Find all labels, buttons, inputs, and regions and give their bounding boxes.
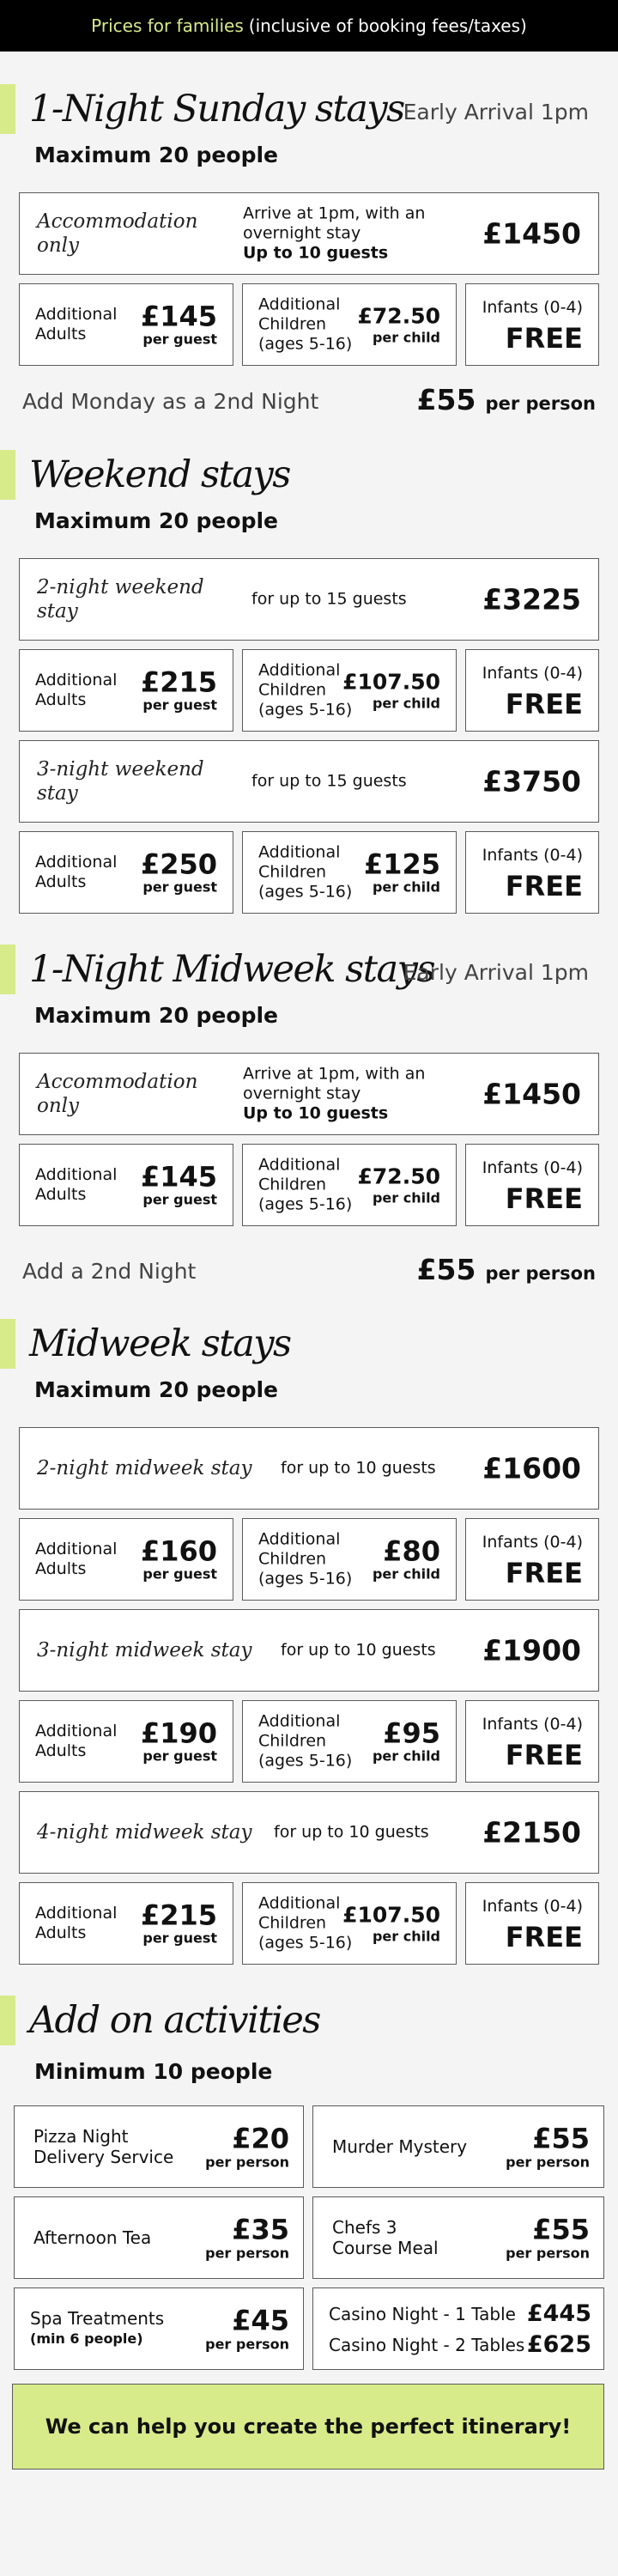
activity-unit: per person [506, 2154, 590, 2171]
stay-name: Accommodation only [37, 210, 198, 257]
infants-label: Infants (0-4) [482, 1897, 583, 1916]
stay-name: 3-night weekend stay [37, 758, 204, 805]
adults-unit: per guest [142, 1747, 217, 1765]
children-unit: per child [372, 329, 440, 346]
stay-price: £3225 [482, 582, 581, 617]
infants-box [465, 1882, 599, 1965]
adults-label: Additional Adults [35, 1540, 118, 1578]
adults-price-block [141, 1901, 217, 1947]
max-people: Maximum 20 people [34, 143, 278, 167]
activity-label: Chefs 3 Course Meal [332, 2217, 439, 2258]
stay-guest-limit: Up to 10 guests [243, 243, 389, 263]
activity-price-block [506, 2123, 590, 2171]
stay-price: £1900 [482, 1633, 581, 1668]
children-price-block [364, 850, 440, 896]
stay-name: 2-night weekend stay [37, 576, 204, 623]
adults-label: Additional Adults [35, 1904, 118, 1942]
section-accent [0, 945, 15, 994]
additional-adults-box [19, 649, 233, 732]
adults-label: Additional Adults [35, 1165, 118, 1204]
stay-description [243, 204, 449, 264]
infants-price: FREE [505, 322, 583, 355]
children-price-block [358, 304, 440, 346]
section-title: Add on activities [29, 1999, 320, 2042]
casino-2-price: £625 [526, 2331, 591, 2358]
top-banner [0, 0, 618, 52]
activity-spa [14, 2287, 304, 2370]
additional-children-box [242, 1700, 457, 1783]
weekend-section-header [0, 450, 618, 500]
additional-adults-box [19, 831, 233, 914]
activity-label: Afternoon Tea [33, 2227, 152, 2248]
extra-night-unit: per person [485, 1263, 596, 1284]
adults-price: £250 [140, 848, 217, 881]
stay-name: 3-night midweek stay [37, 1639, 252, 1662]
activity-price-block [205, 2215, 289, 2262]
extra-night-label: Add a 2nd Night [22, 1259, 197, 1284]
activity-price-block [205, 2306, 289, 2353]
adults-unit: per guest [142, 1191, 217, 1208]
adults-price-block [141, 850, 217, 896]
activity-price: £20 [232, 2122, 289, 2155]
adults-price-block [140, 665, 217, 714]
adults-price: £215 [140, 1899, 217, 1932]
children-price: £125 [363, 848, 440, 881]
activity-price-block [506, 2215, 590, 2262]
casino-2-tables-row [329, 2331, 591, 2358]
section-accent [0, 450, 15, 500]
weekend-3-night-box [19, 740, 599, 823]
activity-afternoon-tea [14, 2196, 304, 2279]
children-unit: per child [372, 1928, 440, 1945]
children-unit: per child [372, 1189, 440, 1206]
midweek-section-header [0, 1319, 618, 1369]
activity-chefs-meal [312, 2196, 604, 2279]
stay-price: £2150 [482, 1815, 581, 1850]
adults-price-block [140, 1716, 217, 1765]
stay-name: 2-night midweek stay [37, 1457, 252, 1479]
extra-night-unit: per person [485, 393, 596, 414]
adults-unit: per guest [142, 878, 217, 896]
activity-unit: per person [205, 2245, 289, 2262]
adults-label: Additional Adults [35, 1722, 118, 1760]
section-subtitle: Early Arrival 1pm [403, 960, 589, 985]
extra-night-price-block [417, 1253, 596, 1286]
infants-price: FREE [505, 688, 583, 720]
activity-label: Murder Mystery [332, 2136, 468, 2157]
min-people: Minimum 10 people [34, 2059, 273, 2084]
activity-label-block [30, 2308, 164, 2349]
adults-price: £215 [140, 665, 217, 699]
stay-description: for up to 10 guests [281, 1640, 436, 1660]
adults-price: £145 [140, 300, 217, 333]
activity-unit: per person [205, 2154, 289, 2171]
activity-unit: per person [205, 2336, 289, 2353]
children-label: Additional Children (ages 5-16) [258, 1711, 353, 1771]
stay-description: for up to 15 guests [251, 771, 407, 791]
children-price: £80 [383, 1534, 440, 1568]
max-people: Maximum 20 people [34, 1377, 278, 1402]
children-unit: per child [372, 695, 440, 712]
adults-unit: per guest [142, 1565, 217, 1583]
extra-night-price: £55 [416, 1253, 476, 1286]
children-price: £107.50 [342, 669, 440, 695]
activity-price: £35 [232, 2213, 289, 2246]
adults-price: £160 [140, 1534, 217, 1568]
sunday-section-header [0, 84, 618, 134]
casino-1-table-row [329, 2300, 591, 2327]
children-price-block [372, 1716, 440, 1765]
children-unit: per child [372, 1565, 440, 1583]
banner-note: (inclusive of booking fees/taxes) [248, 15, 527, 36]
additional-children-box [242, 649, 457, 732]
stay-guest-limit: Up to 10 guests [243, 1103, 389, 1123]
midweek-1-night-section-header [0, 945, 618, 994]
infants-box [465, 1518, 599, 1601]
infants-price: FREE [505, 1921, 583, 1953]
midweek-2-night-box [19, 1427, 599, 1510]
extra-night-label: Add Monday as a 2nd Night [22, 389, 319, 414]
infants-box [465, 1144, 599, 1226]
activities-section-header [0, 1996, 618, 2045]
children-label: Additional Children (ages 5-16) [258, 295, 353, 354]
additional-children-box [242, 831, 457, 914]
stay-price: £1450 [482, 216, 581, 251]
children-price-block [342, 670, 440, 712]
infants-price: FREE [505, 870, 583, 902]
section-title: 1-Night Sunday stays [29, 88, 404, 131]
children-label: Additional Children (ages 5-16) [258, 1155, 353, 1214]
children-label: Additional Children (ages 5-16) [258, 1529, 353, 1589]
stay-description: for up to 15 guests [251, 589, 407, 609]
activity-murder-mystery [312, 2105, 604, 2188]
infants-box [465, 649, 599, 732]
additional-children-box [242, 1882, 457, 1965]
section-title: Weekend stays [29, 453, 290, 496]
additional-adults-box [19, 1518, 233, 1601]
max-people: Maximum 20 people [34, 508, 278, 533]
infants-box [465, 1700, 599, 1783]
infants-label: Infants (0-4) [482, 298, 583, 317]
infants-price: FREE [505, 1182, 583, 1215]
stay-price: £3750 [482, 764, 581, 799]
extra-night-price: £55 [416, 383, 476, 416]
additional-adults-box [19, 1882, 233, 1965]
children-label: Additional Children (ages 5-16) [258, 842, 353, 902]
children-price-block [372, 1534, 440, 1583]
casino-1-price: £445 [526, 2300, 591, 2327]
infants-price: FREE [505, 1739, 583, 1771]
additional-children-box [242, 283, 457, 366]
children-price: £72.50 [357, 1163, 440, 1189]
banner-highlight: Prices for families [91, 15, 244, 36]
infants-price: FREE [505, 1557, 583, 1589]
stay-description: for up to 10 guests [274, 1822, 429, 1842]
children-label: Additional Children (ages 5-16) [258, 660, 353, 720]
children-label: Additional Children (ages 5-16) [258, 1893, 353, 1953]
activity-label: Pizza Night Delivery Service [33, 2126, 174, 2167]
activity-price: £45 [232, 2304, 289, 2337]
stay-description [243, 1065, 449, 1124]
stay-name: 4-night midweek stay [37, 1821, 252, 1844]
adults-price: £145 [140, 1160, 217, 1194]
adults-label: Additional Adults [35, 671, 118, 709]
section-accent [0, 84, 15, 134]
midweek-4-night-box [19, 1791, 599, 1874]
activity-casino [312, 2287, 604, 2370]
activity-label: Spa Treatments [30, 2308, 165, 2329]
section-accent [0, 1319, 15, 1369]
children-price: £95 [383, 1716, 440, 1750]
adults-price-block [141, 302, 217, 348]
stay-description: for up to 10 guests [281, 1458, 436, 1478]
adults-unit: per guest [142, 696, 217, 714]
stay-name: Accommodation only [37, 1071, 198, 1117]
infants-label: Infants (0-4) [482, 664, 583, 683]
infants-box [465, 831, 599, 914]
activity-unit: per person [506, 2245, 590, 2262]
section-accent [0, 1996, 15, 2045]
adults-label: Additional Adults [35, 305, 118, 343]
additional-adults-box [19, 1700, 233, 1783]
children-price: £72.50 [357, 303, 440, 329]
section-title: Midweek stays [29, 1322, 291, 1365]
infants-label: Infants (0-4) [482, 1715, 583, 1734]
extra-night-price-block [417, 383, 596, 416]
children-price-block [358, 1164, 440, 1206]
children-price-block [342, 1903, 440, 1945]
additional-children-box [242, 1144, 457, 1226]
stay-desc-text: Arrive at 1pm, with an overnight stay [243, 1064, 426, 1103]
adults-price-block [140, 1534, 217, 1583]
midweek-3-night-box [19, 1609, 599, 1692]
adults-unit: per guest [142, 331, 217, 348]
activity-price: £55 [532, 2213, 590, 2246]
infants-label: Infants (0-4) [482, 1533, 583, 1552]
children-unit: per child [372, 878, 440, 896]
infants-label: Infants (0-4) [482, 1158, 583, 1177]
stay-price: £1600 [482, 1451, 581, 1485]
stay-price: £1450 [482, 1077, 581, 1111]
weekend-2-night-box [19, 558, 599, 641]
max-people: Maximum 20 people [34, 1003, 278, 1028]
activity-price: £55 [532, 2122, 590, 2155]
infants-label: Infants (0-4) [482, 846, 583, 865]
section-subtitle: Early Arrival 1pm [403, 100, 589, 125]
infants-box [465, 283, 599, 366]
children-unit: per child [372, 1747, 440, 1765]
itinerary-cta[interactable]: We can help you create the perfect itinerary! [12, 2384, 604, 2470]
activity-note: (min 6 people) [30, 2330, 143, 2347]
casino-1-label: Casino Night - 1 Table [329, 2303, 516, 2324]
adults-unit: per guest [142, 1929, 217, 1947]
adults-price: £190 [140, 1716, 217, 1750]
casino-2-label: Casino Night - 2 Tables [329, 2334, 525, 2355]
additional-children-box [242, 1518, 457, 1601]
stay-desc-text: Arrive at 1pm, with an overnight stay [243, 204, 426, 243]
additional-adults-box [19, 1144, 233, 1226]
midweek-accommodation-box [19, 1053, 599, 1135]
additional-adults-box [19, 283, 233, 366]
section-title: 1-Night Midweek stays [29, 948, 435, 991]
activity-price-block [205, 2123, 289, 2171]
children-price: £107.50 [342, 1902, 440, 1928]
activity-pizza [14, 2105, 304, 2188]
adults-price-block [140, 1160, 217, 1208]
adults-label: Additional Adults [35, 853, 118, 891]
sunday-accommodation-box [19, 192, 599, 275]
